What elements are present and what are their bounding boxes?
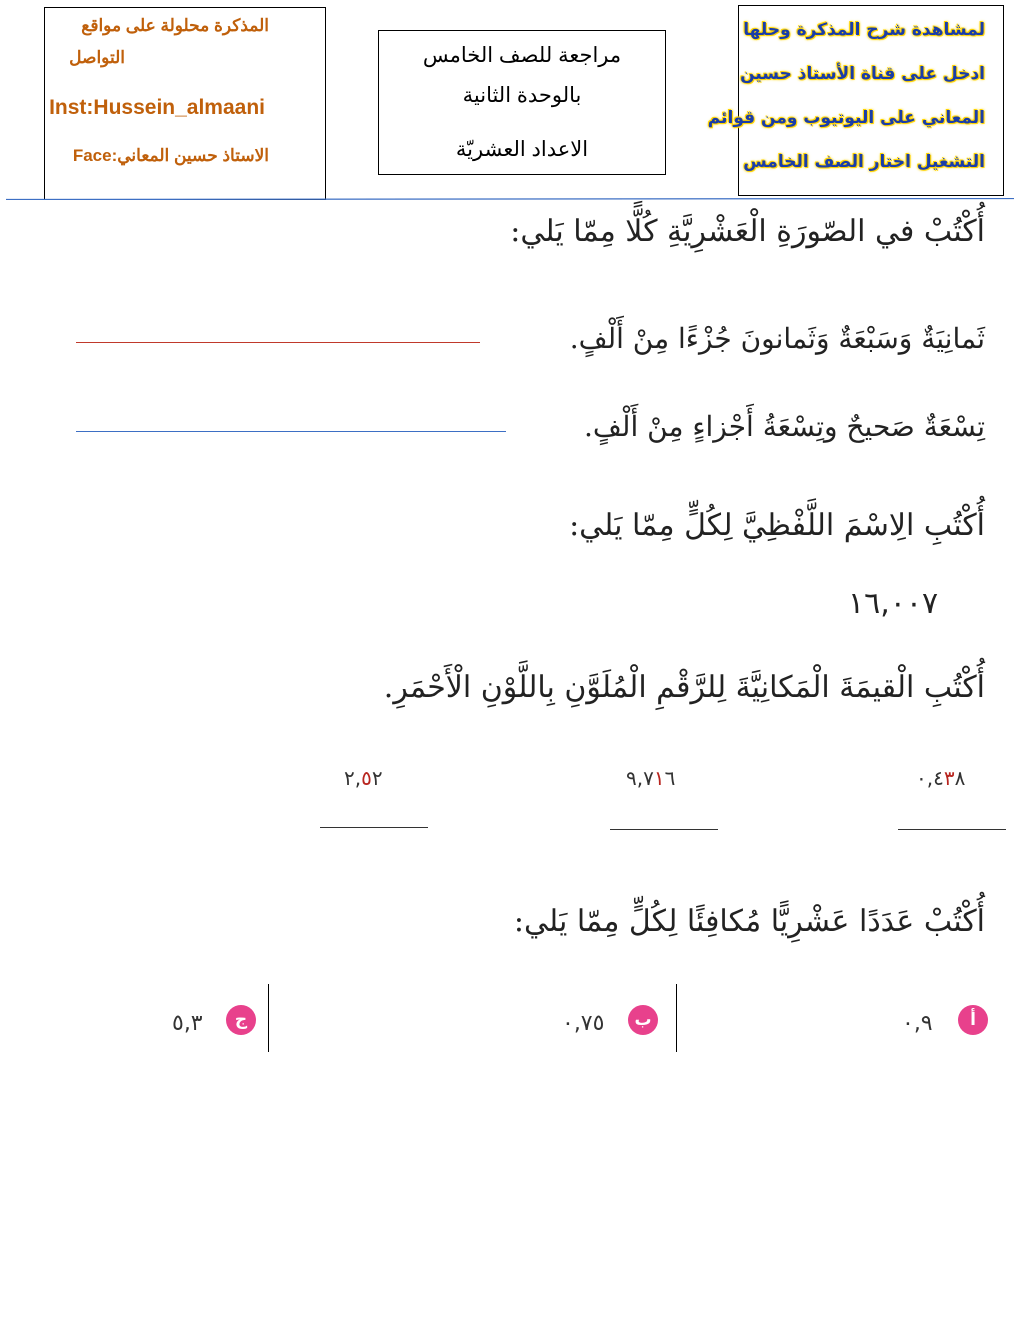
place-value-digits-before: ٢, [344, 766, 362, 790]
item-a-badge: أ [958, 1005, 988, 1035]
place-value-digits-before: ٠,٤ [916, 766, 944, 790]
section4-question: أُكْتُبْ عَدَدًا عَشْرِيًّا مُكافِئًا لِكُلٍّ مِمّا يَلي: [513, 904, 985, 939]
item-b-badge: ب [628, 1005, 658, 1035]
equivalent-item-c-value: ٥,٣ [172, 1011, 203, 1036]
place-value-red-digit: ٣ [943, 766, 955, 790]
header-divider [6, 198, 1014, 200]
facebook-handle: الاستاذ حسين المعاني:Face [72, 146, 269, 165]
notes-solved-line1: المذكرة محلولة على مواقع [81, 16, 269, 35]
place-value-answer-line-1[interactable] [898, 829, 1006, 830]
place-value-digits-before: ٩,٧ [626, 766, 654, 790]
section3-question: أُكْتُبِ الْقيمَةَ الْمَكانِيَّةَ لِلرَّقْمِ الْمُلَوَّنِ بِاللَّوْنِ الْأَحْمَرِ. [383, 670, 985, 705]
section1-item1: ثَمانِيَةٌ وَسَبْعَةٌ وَثَمانونَ جُزْءًا مِنْ أَلْفٍ. [569, 322, 985, 355]
equivalent-item-a-value: ٠,٩ [902, 1011, 933, 1036]
youtube-info-box [707, 5, 1004, 196]
title-grade: مراجعة للصف الخامس [422, 44, 622, 67]
youtube-line1: لمشاهدة شرح المذكرة وحلها [743, 20, 985, 40]
title-box [378, 30, 666, 175]
column-separator [676, 984, 677, 1052]
place-value-red-digit: ٥ [361, 766, 372, 790]
place-value-answer-line-3[interactable] [320, 827, 428, 828]
column-separator [268, 984, 269, 1052]
section2-question: أُكْتُبِ الِاسْمَ اللَّفْظِيَّ لِكُلٍّ مِمّا يَلي: [569, 508, 985, 543]
youtube-line3: المعاني على اليوتيوب ومن قوائم [707, 108, 985, 128]
place-value-digits-after: ٨ [954, 766, 966, 790]
answer-line-1[interactable] [76, 342, 480, 343]
place-value-item-3 [344, 766, 383, 790]
section2-number: ١٦,٠٠٧ [848, 586, 939, 621]
place-value-item-1 [916, 766, 965, 790]
title-unit: بالوحدة الثانية [462, 84, 582, 107]
instagram-handle: Inst:Hussein_almaani [49, 96, 265, 119]
place-value-digits-after: ٦ [664, 766, 676, 790]
place-value-answer-line-2[interactable] [610, 829, 718, 830]
title-topic: الاعداد العشريّة [455, 138, 589, 161]
item-c-badge: ج [226, 1005, 256, 1035]
place-value-item-2 [626, 766, 675, 790]
equivalent-item-b-value: ٠,٧٥ [562, 1011, 605, 1036]
place-value-digits-after: ٢ [371, 766, 383, 790]
place-value-red-digit: ١ [653, 766, 665, 790]
youtube-line2: ادخل على قناة الأستاذ حسين [740, 64, 985, 84]
notes-solved-line2: التواصل [69, 48, 125, 67]
social-info-box [44, 7, 326, 200]
section1-item2: تِسْعَةٌ صَحيحٌ وتِسْعَةُ أَجْزاءٍ مِنْ أَلْفٍ. [584, 410, 985, 443]
answer-line-2[interactable] [76, 431, 506, 432]
section1-question: أُكْتُبْ في الصّورَةِ الْعَشْرِيَّةِ كُلًّا مِمّا يَلي: [510, 214, 985, 249]
youtube-line4: التشغيل اختار الصف الخامس [743, 152, 985, 172]
